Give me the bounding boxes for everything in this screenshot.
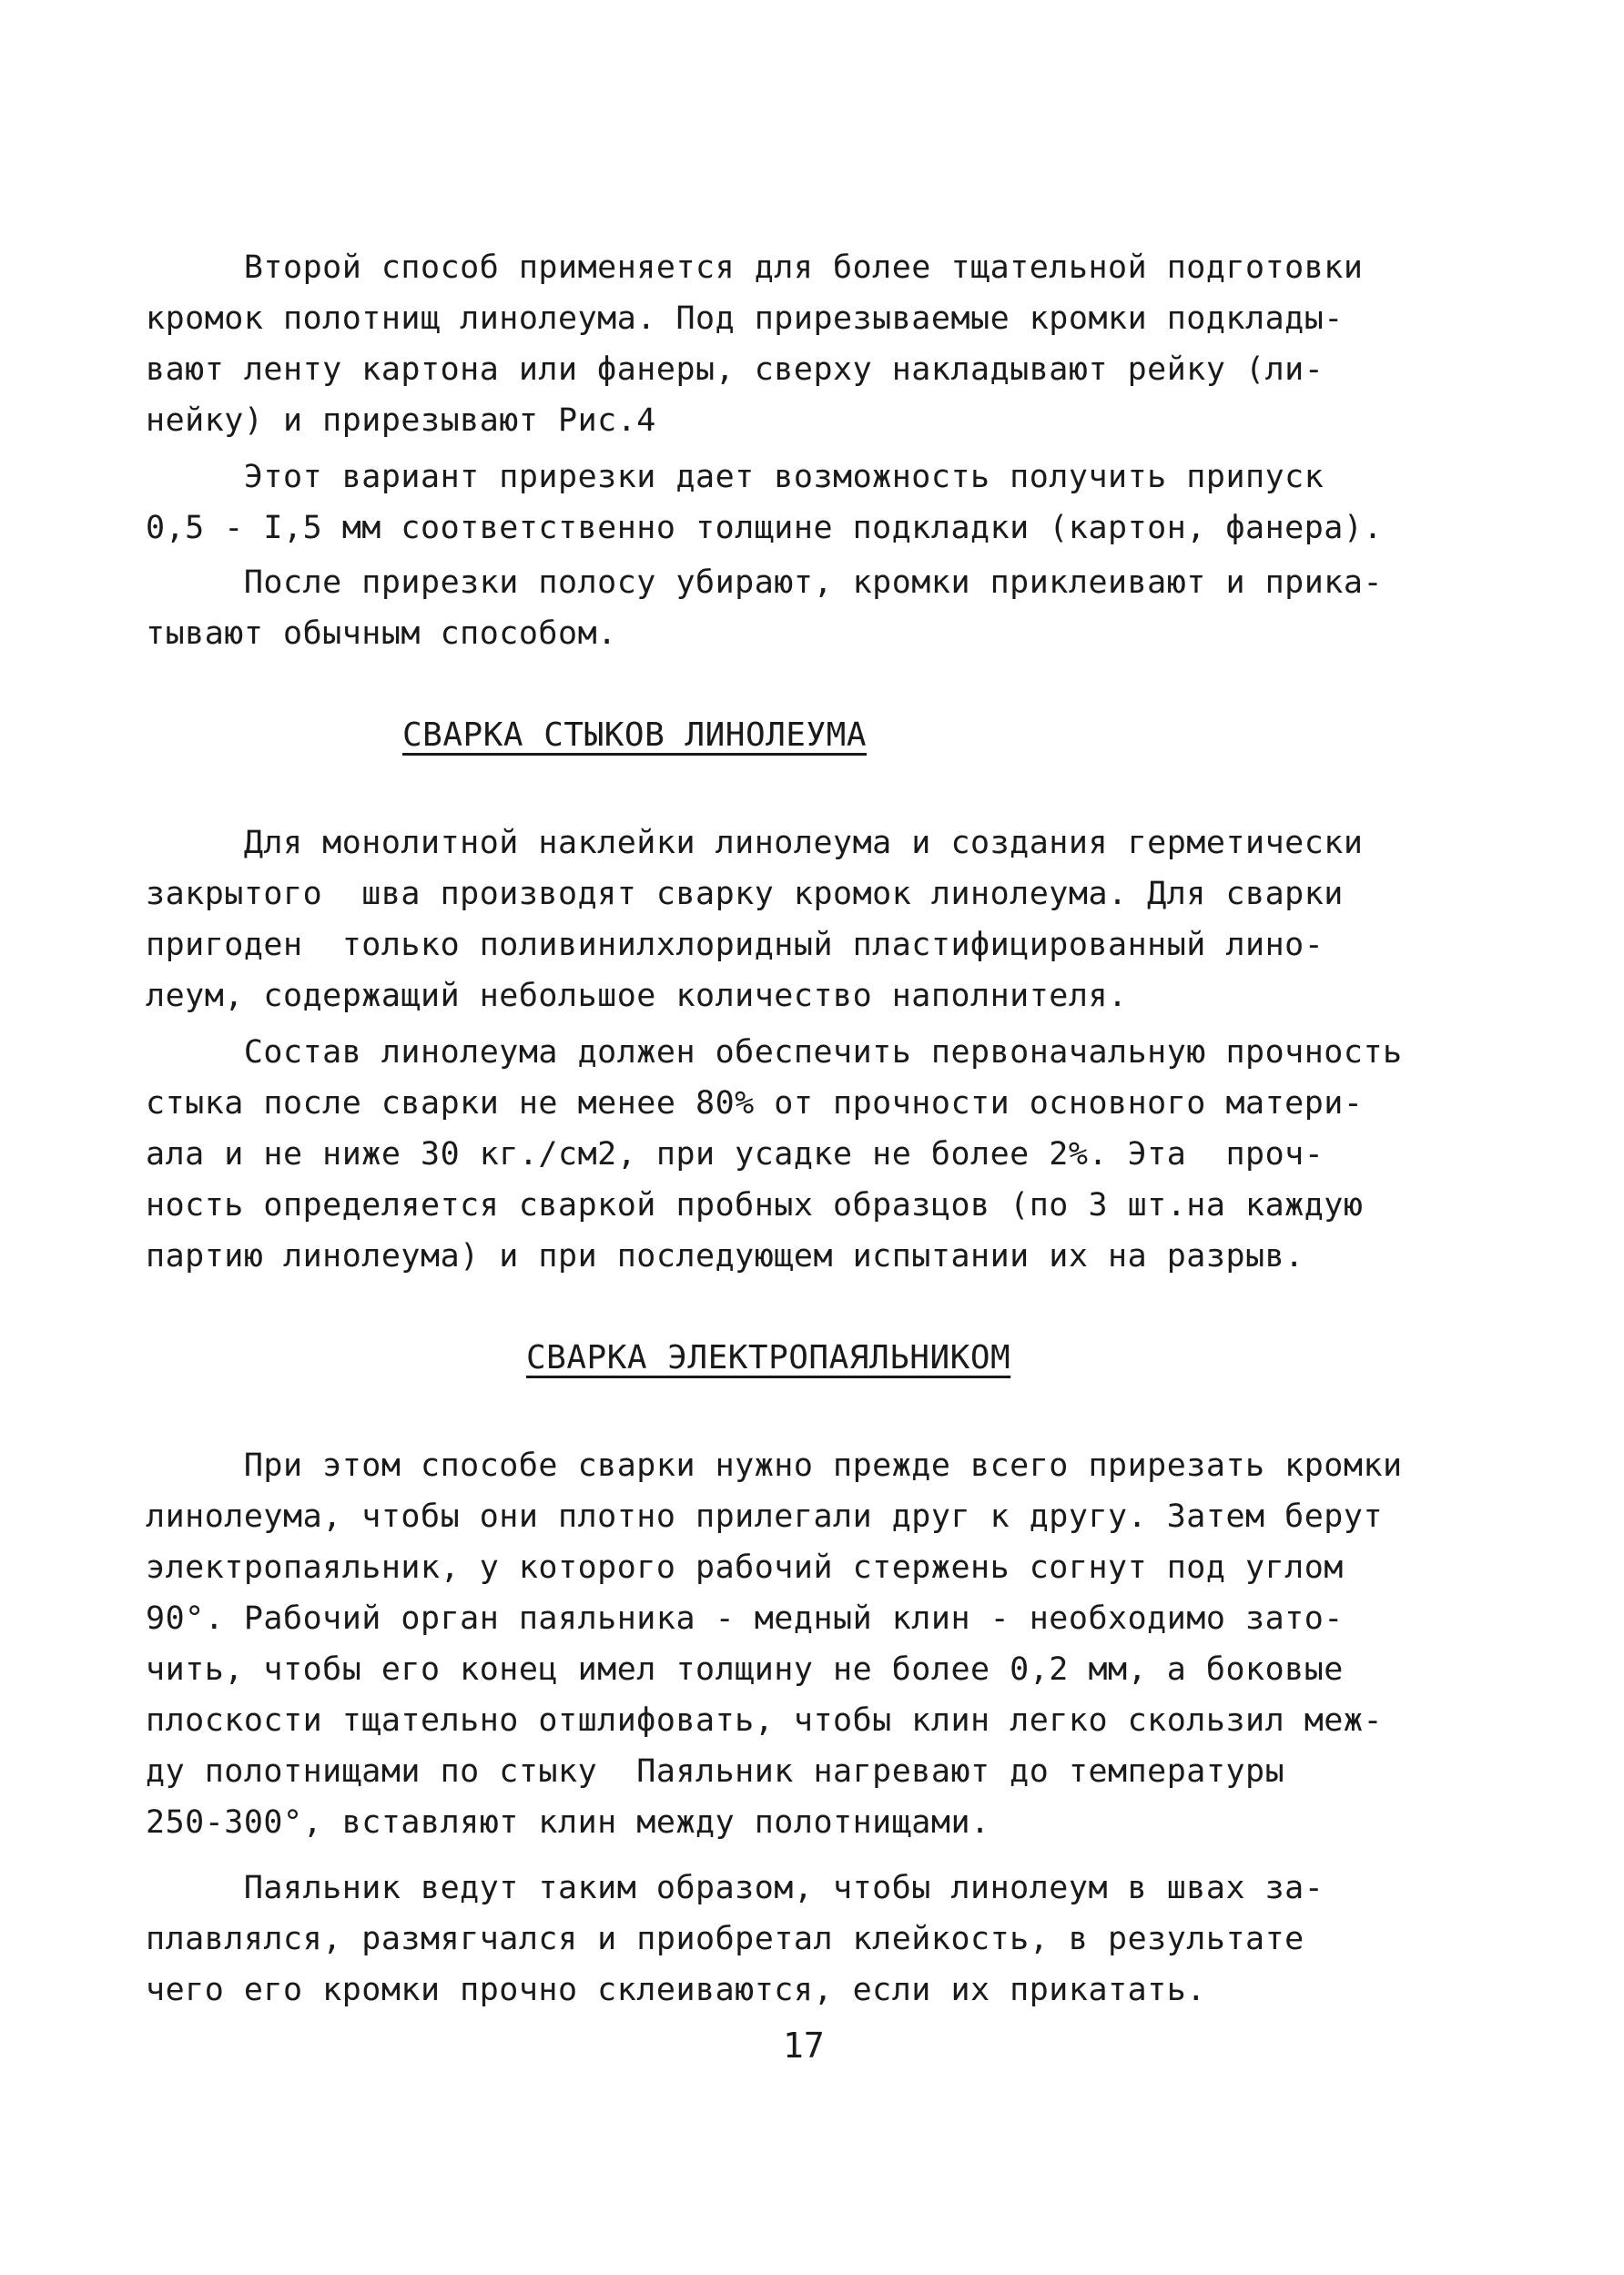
paragraph-4-line-2: закрытого шва производят сварку кромок линолеума. Для сварки (146, 876, 1344, 912)
section-heading-welding-joints: СВАРКА СТЫКОВ ЛИНОЛЕУМА (402, 716, 867, 754)
paragraph-6-line-5: чить, чтобы его конец имел толщину не более 0,2 мм, а боковые (146, 1651, 1344, 1688)
paragraph-6-line-7: ду полотнищами по стыку Паяльник нагревают до температуры (146, 1753, 1285, 1790)
paragraph-6-line-4: 90°. Рабочий орган паяльника - медный клин - необходимо зато- (146, 1600, 1344, 1637)
paragraph-1-line-3: вают ленту картона или фанеры, сверху накладывают рейку (ли- (146, 351, 1325, 388)
paragraph-1-line-4: нейку) и прирезывают Рис.4 (146, 402, 656, 439)
paragraph-5-line-4: ность определяется сваркой пробных образцов (по 3 шт.на каждую (146, 1187, 1364, 1224)
paragraph-5-line-5: партию линолеума) и при последующем испытании их на разрыв. (146, 1238, 1304, 1275)
paragraph-6-line-8: 250-300°, вставляют клин между полотнищами. (146, 1804, 990, 1841)
paragraph-4-line-4: леум, содержащий небольшое количество наполнителя. (146, 978, 1128, 1014)
section-heading-soldering-iron: СВАРКА ЭЛЕКТРОПАЯЛЬНИКОМ (526, 1339, 1011, 1376)
paragraph-6-line-1: При этом способе сварки нужно прежде всего прирезать кромки (146, 1447, 1403, 1484)
paragraph-2-line-2: 0,5 - I,5 мм соответственно толщине подкладки (картон, фанера). (146, 510, 1384, 546)
paragraph-7-line-2: плавлялся, размягчался и приобретал клейкость, в результате (146, 1921, 1304, 1957)
paragraph-6-line-3: электропаяльник, у которого рабочий стержень согнут под углом (146, 1549, 1344, 1586)
paragraph-6-line-6: плоскости тщательно отшлифовать, чтобы клин легко скользил меж- (146, 1702, 1384, 1739)
paragraph-1-line-2: кромок полотнищ линолеума. Под прирезываемые кромки подклады- (146, 300, 1344, 337)
paragraph-6-line-2: линолеума, чтобы они плотно прилегали друг к другу. Затем берут (146, 1498, 1384, 1535)
paragraph-4-line-3: пригоден только поливинилхлоридный пластифицированный лино- (146, 927, 1325, 963)
paragraph-5-line-3: ала и не ниже 30 кг./см2, при усадке не более 2%. Эта проч- (146, 1136, 1325, 1173)
paragraph-5-line-1: Состав линолеума должен обеспечить первоначальную прочность (146, 1034, 1403, 1071)
paragraph-4-line-1: Для монолитной наклейки линолеума и создания герметически (146, 825, 1364, 861)
page-number: 17 (783, 2026, 825, 2066)
paragraph-5-line-2: стыка после сварки не менее 80% от прочности основного матери- (146, 1085, 1364, 1122)
paragraph-1-line-1: Второй способ применяется для более тщательной подготовки (146, 249, 1364, 286)
paragraph-7-line-1: Паяльник ведут таким образом, чтобы линолеум в швах за- (146, 1870, 1325, 1906)
paragraph-2-line-1: Этот вариант прирезки дает возможность получить припуск (146, 459, 1325, 495)
paragraph-7-line-3: чего его кромки прочно склеиваются, если их прикатать. (146, 1972, 1206, 2008)
paragraph-3-line-1: После прирезки полосу убирают, кромки приклеивают и прика- (146, 564, 1384, 601)
paragraph-3-line-2: тывают обычным способом. (146, 615, 617, 652)
